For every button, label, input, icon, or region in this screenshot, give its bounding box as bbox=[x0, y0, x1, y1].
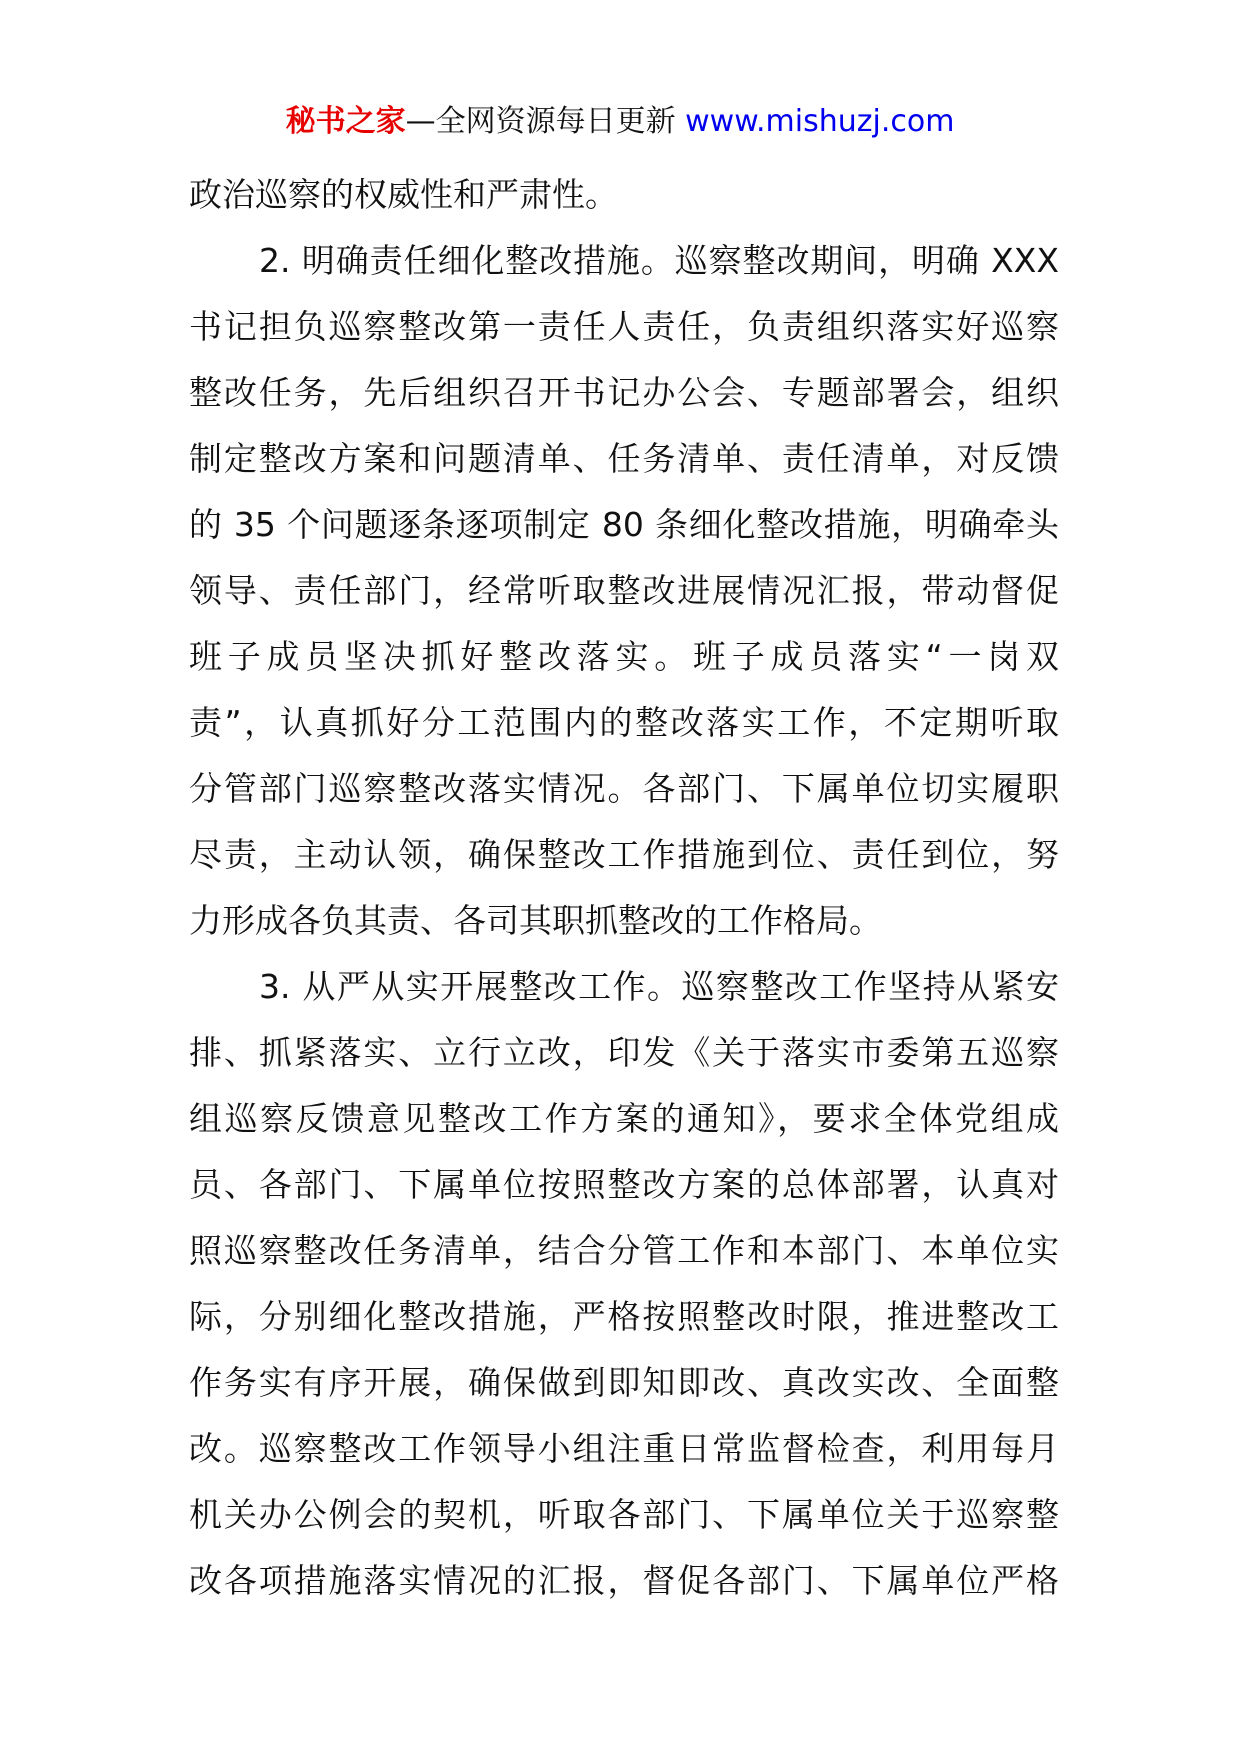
document-body bbox=[189, 162, 1059, 1614]
text-line: 员、各部门、下属单位按照整改方案的总体部署，认真对 bbox=[189, 1165, 1059, 1204]
text-line: 改各项措施落实情况的汇报，督促各部门、下属单位严格 bbox=[189, 1561, 1059, 1600]
text-line: 组巡察反馈意见整改工作方案的通知》，要求全体党组成 bbox=[189, 1099, 1059, 1138]
text-line: 照巡察整改任务清单，结合分管工作和本部门、本单位实 bbox=[189, 1231, 1059, 1270]
text-line: 改。巡察整改工作领导小组注重日常监督检查，利用每月 bbox=[189, 1429, 1059, 1468]
text-line: 班子成员坚决抓好整改落实。班子成员落实“一岗双 bbox=[189, 637, 1059, 676]
text-line: 力形成各负其责、各司其职抓整改的工作格局。 bbox=[189, 901, 882, 940]
text-line: 作务实有序开展，确保做到即知即改、真改实改、全面整 bbox=[189, 1363, 1059, 1402]
text-line: 责”，认真抓好分工范围内的整改落实工作，不定期听取 bbox=[189, 703, 1059, 742]
site-url-link[interactable]: www.mishuzj.com bbox=[685, 104, 955, 139]
text-line: 制定整改方案和问题清单、任务清单、责任清单，对反馈 bbox=[189, 439, 1059, 478]
text-line: 书记担负巡察整改第一责任人责任，负责组织落实好巡察 bbox=[189, 307, 1059, 346]
text-line: 排、抓紧落实、立行立改，印发《关于落实市委第五巡察 bbox=[189, 1033, 1059, 1072]
text-line: 整改任务，先后组织召开书记办公会、专题部署会，组织 bbox=[189, 373, 1059, 412]
paragraph-3-first-line: 3. 从严从实开展整改工作。巡察整改工作坚持从紧安 bbox=[259, 967, 1059, 1006]
text-line: 政治巡察的权威性和严肃性。 bbox=[189, 175, 618, 214]
text-line: 分管部门巡察整改落实情况。各部门、下属单位切实履职 bbox=[189, 769, 1059, 808]
text-line: 领导、责任部门，经常听取整改进展情况汇报，带动督促 bbox=[189, 571, 1059, 610]
site-slogan: —全网资源每日更新 bbox=[405, 104, 676, 139]
site-brand: 秘书之家 bbox=[285, 104, 406, 139]
paragraph-2-first-line: 2. 明确责任细化整改措施。巡察整改期间，明确 XXX bbox=[259, 241, 1059, 280]
site-header bbox=[0, 102, 1240, 142]
text-line: 的 35 个问题逐条逐项制定 80 条细化整改措施，明确牵头 bbox=[189, 505, 1059, 544]
text-line: 际，分别细化整改措施，严格按照整改时限，推进整改工 bbox=[189, 1297, 1059, 1336]
text-line: 机关办公例会的契机，听取各部门、下属单位关于巡察整 bbox=[189, 1495, 1059, 1534]
text-line: 尽责，主动认领，确保整改工作措施到位、责任到位，努 bbox=[189, 835, 1059, 874]
